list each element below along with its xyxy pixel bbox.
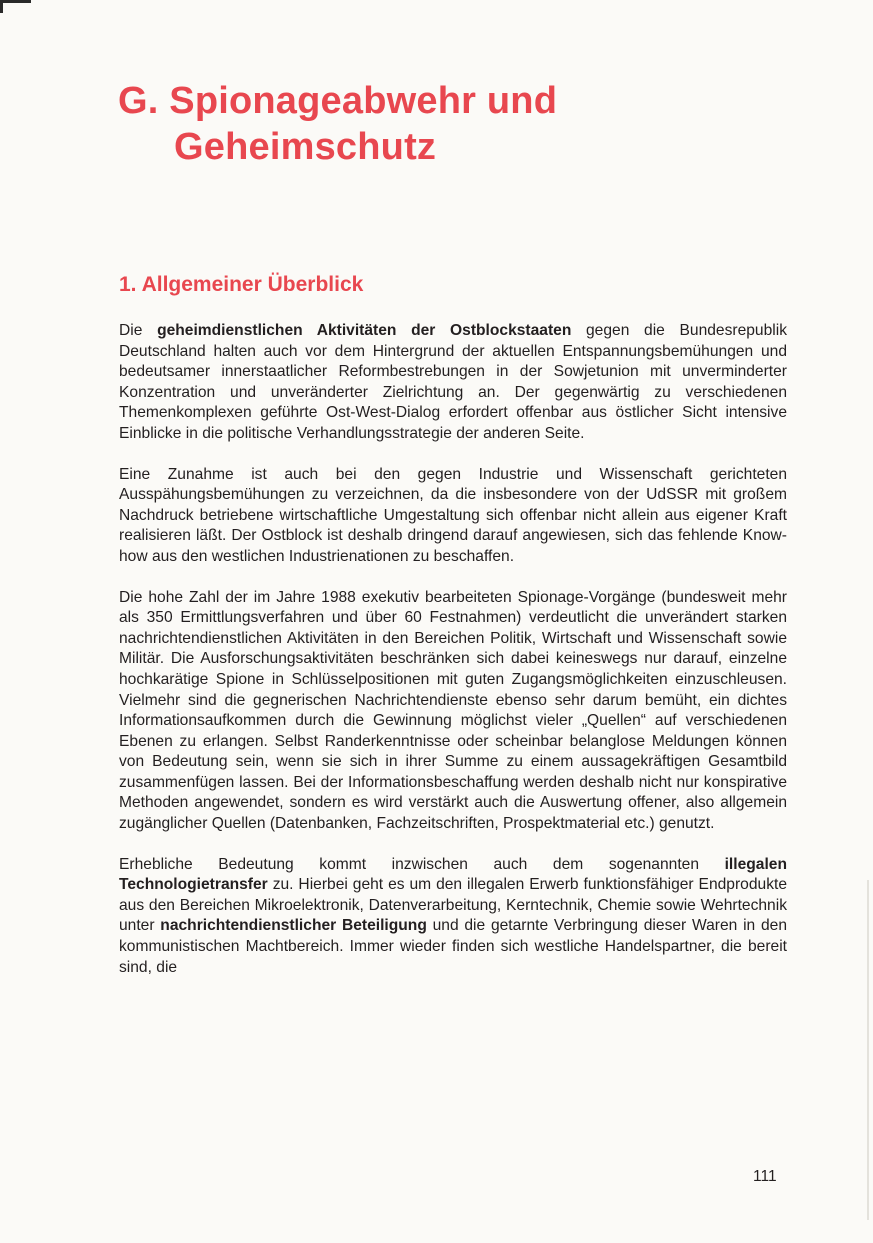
chapter-title-line-1: G. Spionageabwehr und (118, 80, 558, 122)
section-title: 1. Allgemeiner Überblick (119, 273, 364, 296)
page-corner-mark (0, 0, 31, 13)
chapter-title (118, 78, 557, 170)
body-text (119, 321, 787, 998)
chapter-title-line-2: Geheimschutz (174, 126, 437, 168)
paragraph-4-text-middle: zu. Hierbei geht es um den illegalen Erwerb funktionsfähiger Endprodukte aus den Bereichen Mikroelektronik, Datenverarbeitung, Kerntechnik, Chemie sowie Wehrtechnik unter (119, 876, 787, 935)
paragraph-1 (119, 321, 787, 445)
paragraph-4-text-end: und die getarnte Verbringung dieser Waren in den kommunistischen Machtbereich. Immer wieder finden sich westliche Handelspartner, die bereit sind, die (119, 917, 787, 976)
paragraph-4-text-start: Erhebliche Bedeutung kommt inzwischen auch dem sogenannten (119, 855, 725, 873)
paragraph-1-text-end: gegen die Bundesrepublik Deutschland halten auch vor dem Hintergrund der aktuellen Entspannungsbemühungen und bedeutsamer innerstaatlicher Reformbestrebungen in der Sowjetunion mit unverminderter Konzentration und unveränderter Zielrichtung an. Der gegenwärtig zu verschiedenen Themenkomplexen geführte Ost-West-Dialog erfordert offenbar aus östlicher Sicht intensive Einblicke in die politische Verhandlungsstrategie der anderen Seite. (119, 322, 787, 442)
paragraph-1-emphasis: geheimdienstlichen Aktivitäten der Ostblockstaaten (157, 322, 572, 339)
paragraph-4 (119, 855, 787, 979)
paragraph-1-text-start: Die (119, 322, 158, 339)
paragraph-2: Eine Zunahme ist auch bei den gegen Industrie und Wissenschaft gerichteten Ausspähungsbemühungen zu verzeichnen, da die insbesondere von der UdSSR mit großem Nachdruck betriebene wirtschaftliche Umgestaltung sich offenbar nicht allein aus eigener Kraft realisieren läßt. Der Ostblock ist deshalb dringend darauf angewiesen, sich das fehlende Know-how aus den westlichen Industrienationen zu beschaffen. (119, 465, 787, 565)
paragraph-4-emphasis-1: illegalen Technologietransfer (119, 855, 787, 894)
paragraph-3: Die hohe Zahl der im Jahre 1988 exekutiv bearbeiteten Spionage-Vorgänge (bundesweit mehr als 350 Ermittlungsverfahren und über 60 Festnahmen) verdeutlicht die unverändert starken nachrichtendienstlichen Aktivitäten in den Bereichen Politik, Wirtschaft und Wissenschaft sowie Militär. Die Ausforschungsaktivitäten beschränken sich dabei keineswegs nur darauf, einzelne hochkarätige Spione in Schlüsselpositionen mit guten Zugangsmöglichkeiten einzuschleusen. Vielmehr sind die gegnerischen Nachrichtendienste ebenso sehr darum bemüht, ein dichtes Informationsaufkommen durch die Gewinnung möglichst vieler „Quellen“ auf verschiedenen Ebenen zu erlangen. Selbst Randerkenntnisse oder scheinbar belanglose Meldungen können von Bedeutung sein, wenn sie sich in ihrer Summe zu einem aussagekräftigen Gesamtbild zusammenfügen lassen. Bei der Informationsbeschaffung werden deshalb nicht nur konspirative Methoden angewendet, sondern es wird verstärkt auch die Auswertung offener, also allgemein zugänglicher Quellen (Datenbanken, Fachzeitschriften, Prospektmaterial etc.) genutzt. (119, 588, 787, 833)
paragraph-4-emphasis-2: nachrichtendienstlicher Beteiligung (160, 917, 427, 935)
page-number: 111 (753, 1168, 777, 1185)
page-edge-shadow (867, 880, 869, 1220)
